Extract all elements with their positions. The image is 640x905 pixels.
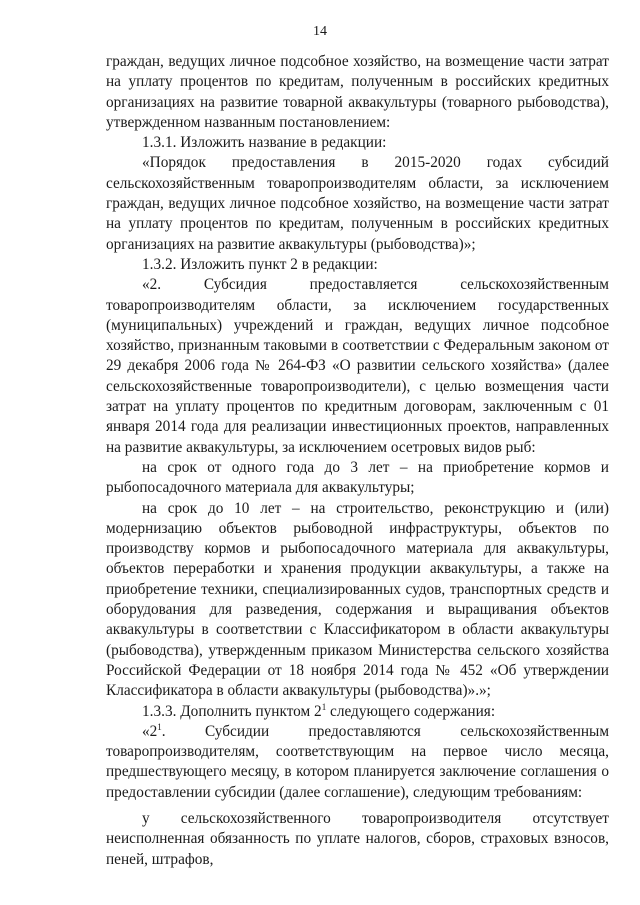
paragraph-1-3-2: 1.3.2. Изложить пункт 2 в редакции: — [142, 255, 378, 273]
paragraph-term-10-years: на срок до 10 лет – на строительство, реконструкцию и (или) модернизацию объектов рыбоводной инфраструктуры, объектов по производству кормов и рыбопосадочного материала для аквакультуры, объектов переработки и хранения продукции аквакультуры, а также на приобретение техники, специализированных судов, транспортных средств и оборудования для разведения, содержания и выращивания объектов аквакультуры в соответствии с Классификатором в области аквакультуры (рыбоводства), утвержденным приказом Министерства сельского хозяйства Российской Федерации от 18 ноября 2014 года № 452 «Об утверждении Классификатора в области аквакультуры (рыбоводства)».»; — [106, 499, 609, 700]
clause-2-1-text: . Субсидии предоставляются сельскохозяйственным товаропроизводителям, соответствующим на первое число месяца, предшествующего месяцу, в котором планируется заключение соглашения о предоставлении субсидии (далее соглашение), следующим требованиям: — [106, 722, 609, 801]
clause-2-1-number: «2 — [142, 722, 158, 740]
paragraph-requirement: у сельскохозяйственного товаропроизводителя отсутствует неисполненная обязанность по уплате налогов, сборов, страховых взносов, пеней, штрафов, — [106, 809, 609, 868]
superscript: 1 — [157, 721, 162, 732]
document-body — [106, 52, 609, 870]
paragraph-1-3-3-text: 1.3.3. Дополнить пунктом 2 — [142, 702, 322, 720]
paragraph-1-3-3-tail: следующего содержания: — [326, 702, 496, 720]
page-number: 14 — [313, 24, 327, 39]
paragraph-new-title: «Порядок предоставления в 2015-2020 годах субсидий сельскохозяйственным товаропроизводителям области, за исключением граждан, ведущих личное подсобное хозяйство, на возмещение части затрат на уплату процентов по кредитам, полученным в российских кредитных организациях на развитие аквакультуры (рыбоводства)»; — [106, 154, 609, 253]
paragraph-1-3-1: 1.3.1. Изложить название в редакции: — [142, 134, 387, 152]
paragraph-1-3-3 — [106, 702, 609, 722]
paragraph-continuation: граждан, ведущих личное подсобное хозяйство, на возмещение части затрат на уплату процентов по кредитам, полученным в российских кредитных организациях на развитие товарной аквакультуры (товарного рыбоводства), утвержденном названным постановлением: — [106, 53, 609, 131]
paragraph-clause-2: «2. Субсидия предоставляется сельскохозяйственным товаропроизводителям области, за исключением государственных (муниципальных) учреждений и граждан, ведущих личное подсобное хозяйство, признанным таковыми в соответствии с Федеральным законом от 29 декабря 2006 года № 264-ФЗ «О развитии сельского хозяйства» (далее сельскохозяйственные товаропроизводители), с целью возмещения части затрат на уплату процентов по кредитным договорам, заключенным с 01 января 2014 года для реализации инвестиционных проектов, направленных на развитие аквакультуры, за исключением осетровых видов рыб: — [106, 276, 609, 456]
paragraph-clause-2-1 — [106, 722, 609, 803]
paragraph-term-3-years: на срок от одного года до 3 лет – на приобретение кормов и рыбопосадочного материала для аквакультуры; — [106, 458, 609, 497]
superscript: 1 — [321, 701, 327, 712]
